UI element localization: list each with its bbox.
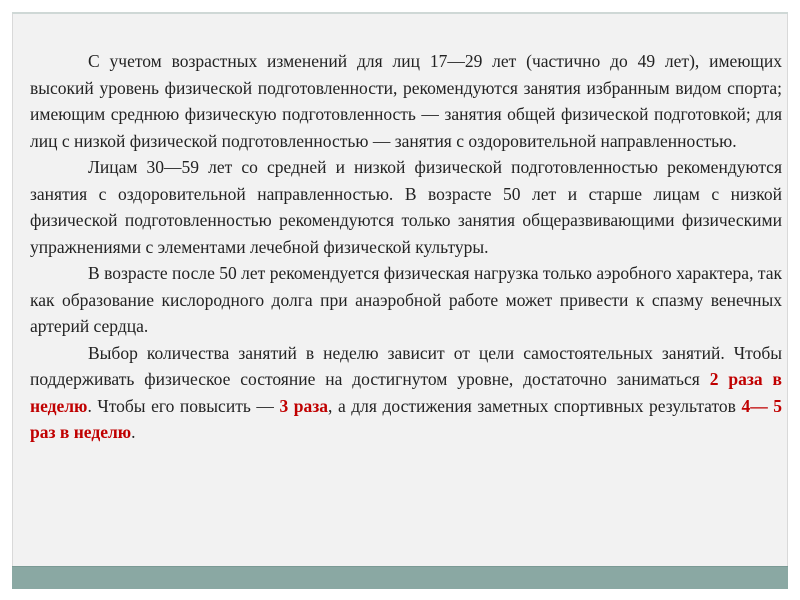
paragraph-text: С учетом возрастных изменений для лиц 17—29 лет (частично до 49 лет), имеющих высокий уровень физической подготовленности, рекомендуются занятия избранным видом спорта; имеющим среднюю физическую подготовленность — занятия общей физической подготовкой; для лиц с низкой физической подготовленностью — занятия с оздоровительной направленностью. <box>30 51 782 151</box>
highlight-twice-weekly: 2 раза в неделю <box>30 369 782 416</box>
paragraph-age-17-29 <box>30 48 782 154</box>
slide-top-strip <box>12 12 788 14</box>
paragraph-text: . Чтобы его повысить — <box>87 395 280 416</box>
highlight-three-times: 3 раза <box>279 395 329 416</box>
highlight-four-five-weekly: 4— 5 раз в неделю <box>30 395 783 442</box>
paragraph-age-over-50 <box>30 260 782 340</box>
paragraph-text: В возрасте после 50 лет рекомендуется физическая нагрузка только аэробного характера, так как образование кислородного долга при анаэробной работе может привести к спазму венечных артерий сердца. <box>30 263 782 336</box>
paragraph-age-30-59 <box>30 154 782 260</box>
paragraph-text: . <box>131 422 136 442</box>
slide-bottom-bar <box>12 566 788 589</box>
slide-text-body <box>30 48 782 446</box>
paragraph-training-frequency <box>30 340 782 446</box>
paragraph-text: Лицам 30—59 лет со средней и низкой физической подготовленностью рекомендуются занятия с оздоровительной направленностью. В возрасте 50 лет и старше лицам с низкой физической подготовленностью рекомендуются только занятия общеразвивающими физическими упражнениями с элементами лечебной физической культуры. <box>30 157 782 257</box>
paragraph-text: , а для достижения заметных спортивных результатов <box>328 395 742 416</box>
paragraph-text: Выбор количества занятий в неделю зависит от цели самостоятельных занятий. Чтобы поддерживать физическое состояние на достигнутом уровне, достаточно заниматься <box>30 342 782 389</box>
